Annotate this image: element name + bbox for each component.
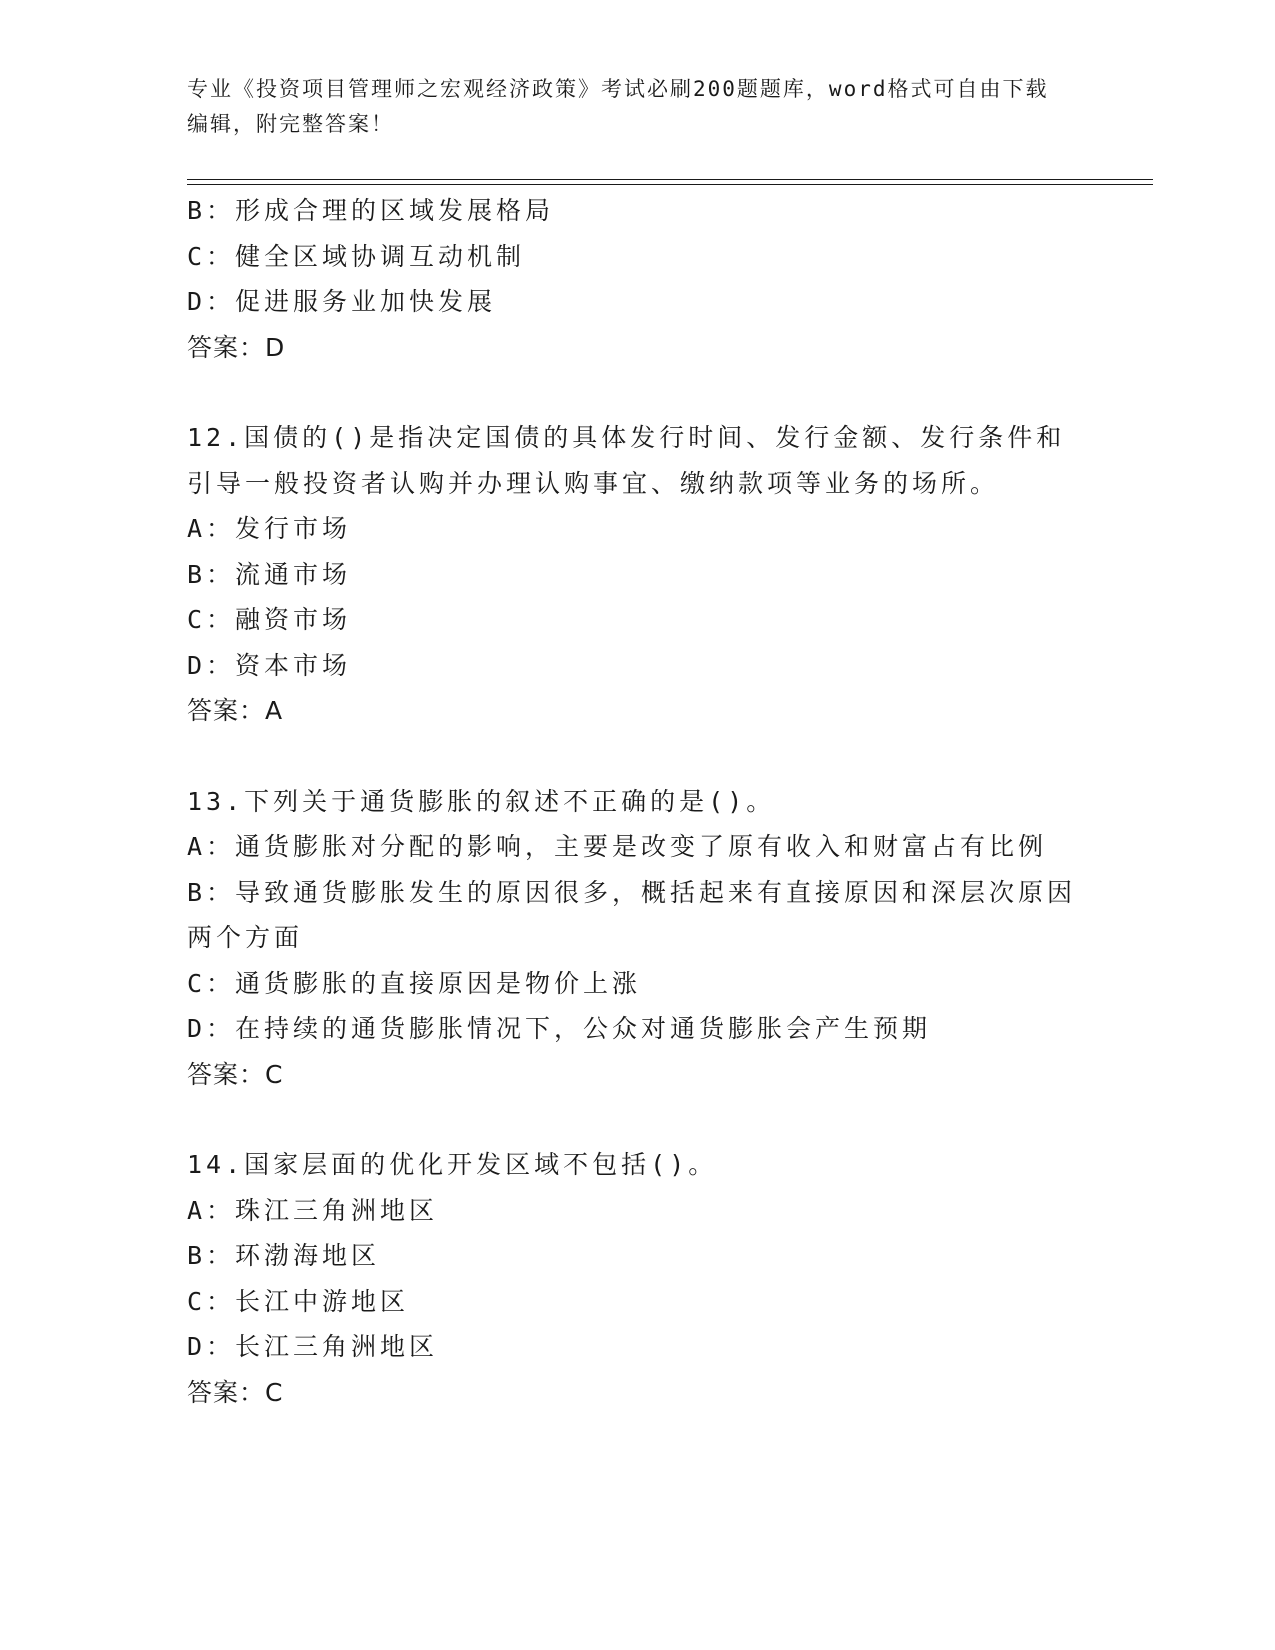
option-line: C：长江中游地区 xyxy=(187,1286,410,1316)
document-header: 专业《投资项目管理师之宏观经济政策》考试必刷200题题库，word格式可自由下载编辑，附完整答案！ xyxy=(187,77,1049,136)
option-line: A：通货膨胀对分配的影响，主要是改变了原有收入和财富占有比例 xyxy=(187,832,1048,861)
option-line: B：环渤海地区 xyxy=(187,1241,381,1270)
option-line: B：导致通货膨胀发生的原因很多，概括起来有直接原因和深层次原因两个方面 xyxy=(187,877,1077,952)
option-line: C：融资市场 xyxy=(187,605,352,634)
option-line: D：在持续的通货膨胀情况下，公众对通货膨胀会产生预期 xyxy=(187,1014,932,1043)
question-stem: 12.国债的()是指决定国债的具体发行时间、发行金额、发行条件和引导一般投资者认购并办理认购事宜、缴纳款项等业务的场所。 xyxy=(187,423,1066,498)
option-line: D：促进服务业加快发展 xyxy=(187,287,497,316)
option-line: A：珠江三角洲地区 xyxy=(187,1195,439,1225)
option-line: D：资本市场 xyxy=(187,650,352,680)
question-stem: 13.下列关于通货膨胀的叙述不正确的是()。 xyxy=(187,786,776,816)
option-line: B：流通市场 xyxy=(187,559,352,589)
header-rule-top xyxy=(187,179,1153,180)
option-line: D：长江三角洲地区 xyxy=(187,1332,439,1361)
document-body xyxy=(187,188,1087,1415)
question-stem: 14.国家层面的优化开发区域不包括()。 xyxy=(187,1150,718,1179)
answer-line: 答案：A xyxy=(187,696,284,725)
option-line: A：发行市场 xyxy=(187,514,352,543)
option-line: C：通货膨胀的直接原因是物价上涨 xyxy=(187,968,642,998)
answer-line: 答案：C xyxy=(187,1377,284,1407)
option-line: C：健全区域协调互动机制 xyxy=(187,241,526,271)
header-rule-bottom xyxy=(187,184,1153,185)
answer-line: 答案：C xyxy=(187,1059,284,1089)
option-line: B：形成合理的区域发展格局 xyxy=(187,196,555,225)
answer-line: 答案：D xyxy=(187,332,286,362)
